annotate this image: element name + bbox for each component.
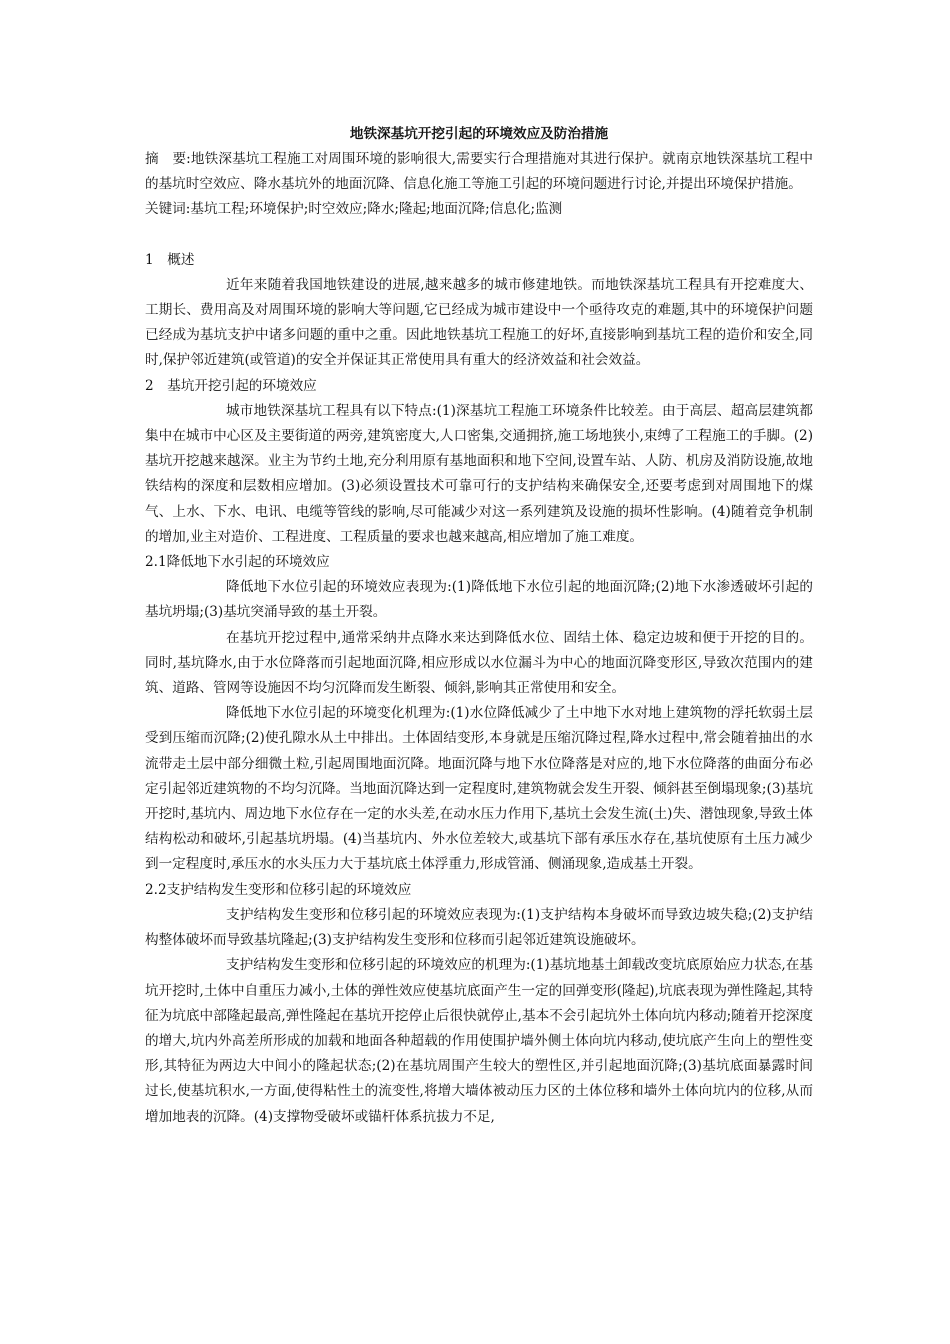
paragraph: 降低地下水位引起的环境变化机理为:(1)水位降低减少了土中地下水对地上建筑物的浮托软弱土层受到压缩而沉降;(2)使孔隙水从土中排出。土体固结变形,本身就是压缩沉降过程,降水过程中,常会随着抽出的水流带走土层中部分细微土粒,引起周围地面沉降。地面沉降与地下水位降落是对应的,地下水位降落的曲面分布必定引起邻近建筑物的不均匀沉降。当地面沉降达到一定程度时,建筑物就会发生开裂、倾斜甚至倒塌现象;(3)基坑开挖时,基坑内、周边地下水位存在一定的水头差,在动水压力作用下,基坑土会发生流(土)失、潜蚀现象,导致土体结构松动和破坏,引起基坑坍塌。(4)当基坑内、外水位差较大,或基坑下部有承压水存在,基坑使原有土压力减少到一定程度时,承压水的水头压力大于基坑底土体浮重力,形成管涌、侧涌现象,造成基土开裂。 bbox=[145, 705, 813, 873]
section-heading: 1 概述 bbox=[145, 251, 195, 268]
keywords: 关键词:基坑工程;环境保护;时空效应;降水;隆起;地面沉降;信息化;监测 bbox=[145, 201, 563, 218]
paragraph: 在基坑开挖过程中,通常采纳井点降水来达到降低水位、固结土体、稳定边坡和便于开挖的目的。同时,基坑降水,由于水位降落而引起地面沉降,相应形成以水位漏斗为中心的地面沉降变形区,导致次范围内的建筑、道路、管网等设施因不均匀沉降而发生断裂、倾斜,影响其正常使用和安全。 bbox=[145, 629, 813, 697]
paragraph: 近年来随着我国地铁建设的进展,越来越多的城市修建地铁。而地铁深基坑工程具有开挖难度大、工期长、费用高及对周围环境的影响大等问题,它已经成为城市建设中一个亟待攻克的难题,其中的环境保护问题已经成为基坑支护中诸多问题的重中之重。因此地铁基坑工程施工的好坏,直接影响到基坑工程的造价和安全,同时,保护邻近建筑(或管道)的安全并保证其正常使用具有重大的经济效益和社会效益。 bbox=[145, 276, 813, 369]
section-heading: 2 基坑开挖引起的环境效应 bbox=[145, 377, 317, 394]
document-title: 地铁深基坑开挖引起的环境效应及防治措施 bbox=[349, 126, 609, 142]
paragraph: 城市地铁深基坑工程具有以下特点:(1)深基坑工程施工环境条件比较差。由于高层、超高层建筑都集中在城市中心区及主要街道的两旁,建筑密度大,人口密集,交通拥挤,施工场地狭小,束缚了工程施工的手脚。(2)基坑开挖越来越深。业主为节约土地,充分利用原有基地面积和地下空间,设置车站、人防、机房及消防设施,故地铁结构的深度和层数相应增加。(3)必须设置技术可靠可行的支护结构来确保安全,还要考虑到对周围地下的煤气、上水、下水、电讯、电缆等管线的影响,尽可能减少对这一系列建筑及设施的损坏性影响。(4)随着竞争机制的增加,业主对造价、工程进度、工程质量的要求也越来越高,相应增加了施工难度。 bbox=[145, 402, 813, 545]
paragraph: 支护结构发生变形和位移引起的环境效应的机理为:(1)基坑地基土卸载改变坑底原始应力状态,在基坑开挖时,土体中自重压力减小,土体的弹性效应使基坑底面产生一定的回弹变形(隆起),坑底表现为弹性隆起,其特征为坑底中部隆起最高,弹性隆起在基坑开挖停止后很快就停止,基本不会引起坑外土体向坑内移动;随着开挖深度的增大,坑内外高差所形成的加载和地面各种超载的作用使围护墙外侧土体向坑内移动,使坑底产生向上的塑性变形,其特征为两边大中间小的隆起状态;(2)在基坑周围产生较大的塑性区,并引起地面沉降;(3)基坑底面暴露时间过长,使基坑积水,一方面,使得粘性土的流变性,将增大墙体被动压力区的土体位移和墙外土体向坑内的位移,从而增加地表的沉降。(4)支撑物受破坏或锚杆体系抗拔力不足, bbox=[145, 957, 813, 1125]
spacer bbox=[145, 223, 813, 248]
subsection-heading: 2.1降低地下水引起的环境效应 bbox=[145, 554, 330, 571]
document-page bbox=[145, 124, 813, 1130]
subsection-heading: 2.2支护结构发生变形和位移引起的环境效应 bbox=[145, 881, 412, 898]
paragraph: 支护结构发生变形和位移引起的环境效应表现为:(1)支护结构本身破坏而导致边坡失稳;(2)支护结构整体破坏而导致基坑隆起;(3)支护结构发生变形和位移而引起邻近建筑设施破坏。 bbox=[145, 906, 813, 949]
paragraph: 降低地下水位引起的环境效应表现为:(1)降低地下水位引起的地面沉降;(2)地下水渗透破坏引起的基坑坍塌;(3)基坑突涌导致的基土开裂。 bbox=[145, 579, 813, 621]
abstract: 摘 要:地铁深基坑工程施工对周围环境的影响很大,需要实行合理措施对其进行保护。就南京地铁深基坑工程中的基坑时空效应、降水基坑外的地面沉降、信息化施工等施工引起的环境问题进行讨论,并提出环境保护措施。 bbox=[145, 151, 813, 193]
